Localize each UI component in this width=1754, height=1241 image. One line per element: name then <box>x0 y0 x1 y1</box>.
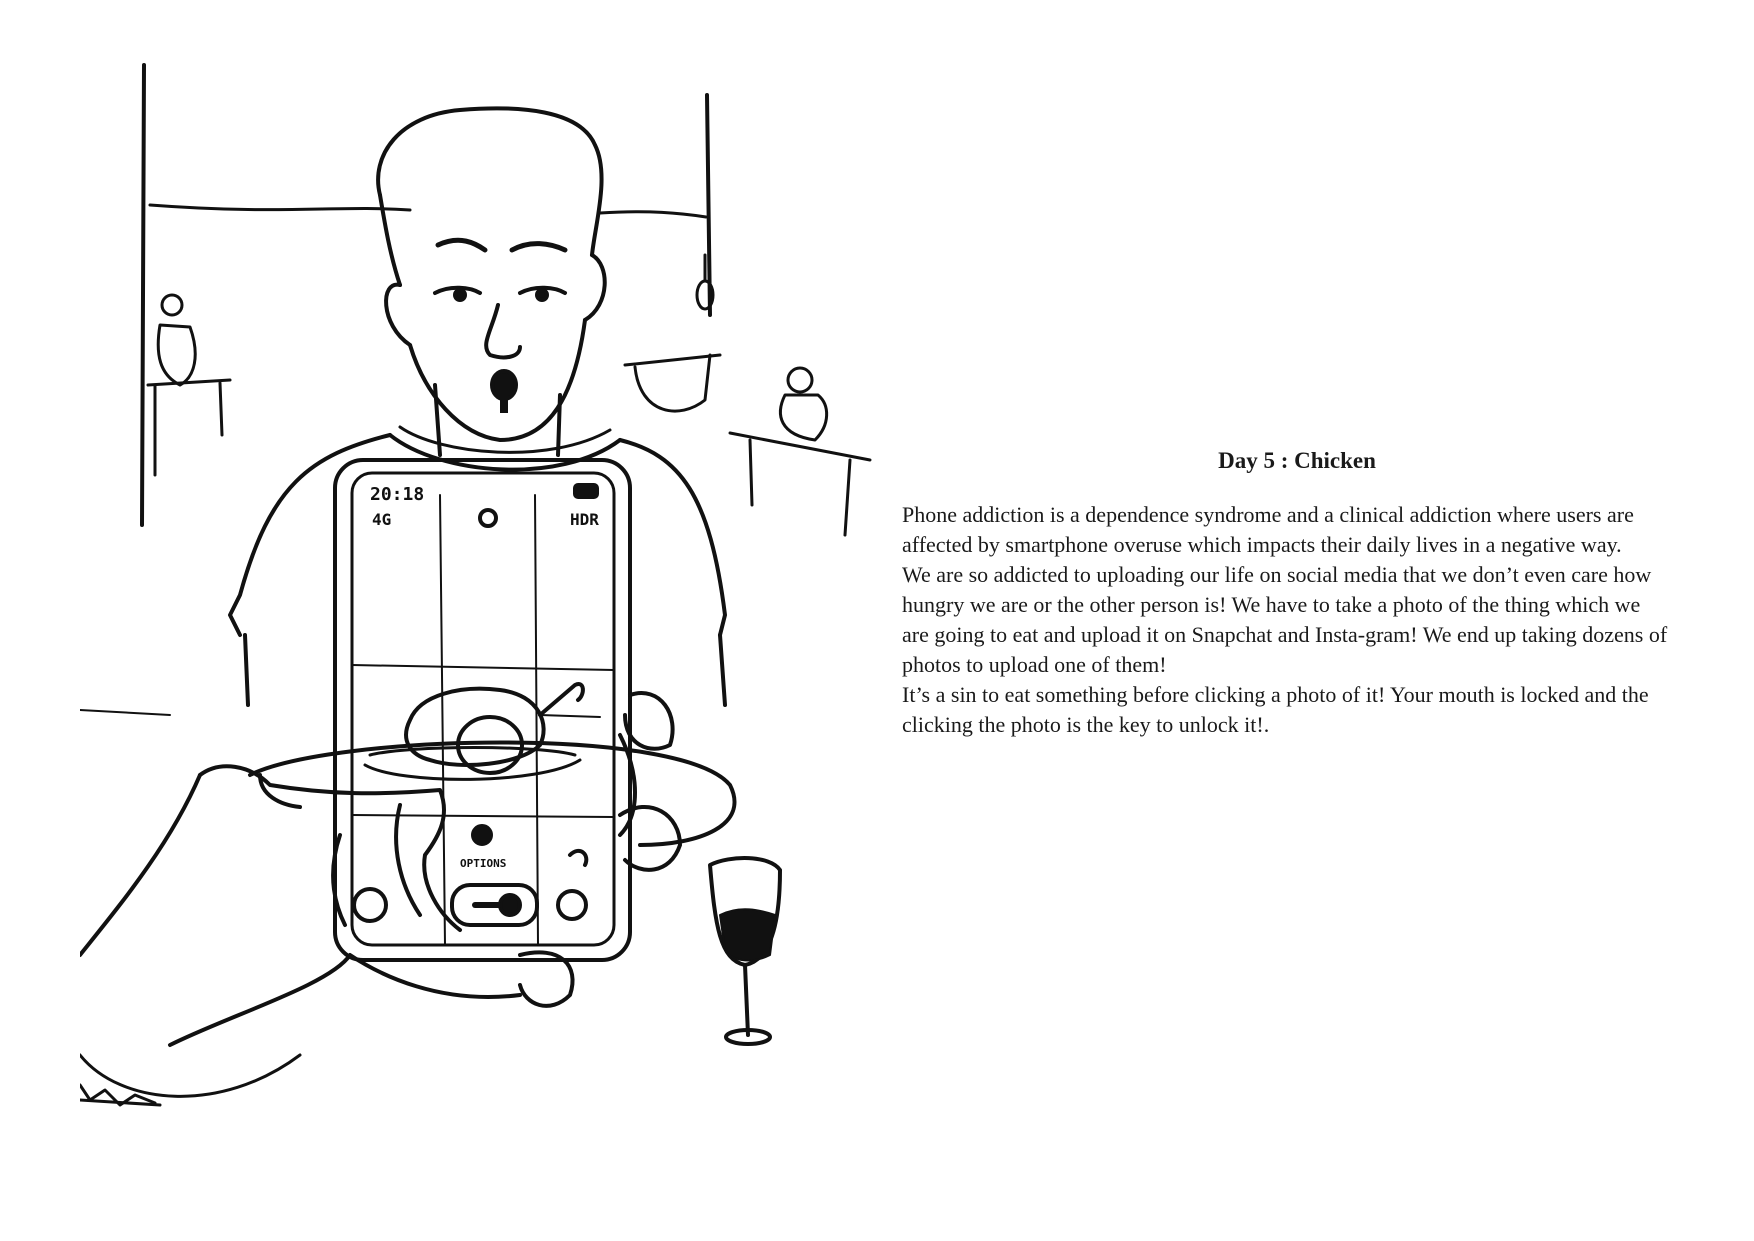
background-diner-left <box>148 295 230 475</box>
background-diner-right <box>730 368 870 535</box>
phone-gallery-icon <box>354 889 386 921</box>
ink-drawing <box>80 55 885 1205</box>
phone-flash-icon <box>480 510 496 526</box>
paragraph-social-media: We are so addicted to uploading our life on social media that we don’t even care how hungry we are or the other person is! We have to take a photo of the thing which we are going to eat and upload it on Snapchat and Insta-gram! We end up taking dozens of photos to upload one of them! <box>902 562 1668 677</box>
wine-glass <box>710 858 780 1044</box>
man-figure <box>230 108 725 705</box>
paragraph-mouth-locked: It’s a sin to eat something before clicking a photo of it! Your mouth is locked and the clicking the photo is the key to unlock it!. <box>902 682 1649 737</box>
hanging-lamp <box>625 255 720 411</box>
phone-options-text: OPTIONS <box>460 857 507 870</box>
phone-video-icon <box>558 891 586 919</box>
text-panel <box>902 446 1672 740</box>
ground-scribble <box>80 1085 160 1105</box>
phone-hdr-text: HDR <box>570 510 599 529</box>
page-title: Day 5 : Chicken <box>1218 448 1376 473</box>
phone-rotate-icon <box>570 851 586 865</box>
phone-network-text: 4G <box>372 510 392 529</box>
illustration <box>80 55 885 1205</box>
paragraph-phone-addiction: Phone addiction is a dependence syndrome and a clinical addiction where users are affected by smartphone overuse which impacts their daily lives in a negative way. <box>902 502 1634 557</box>
phone-time-text: 20:18 <box>370 484 425 505</box>
smartphone <box>335 460 630 960</box>
table-plate <box>250 743 734 846</box>
